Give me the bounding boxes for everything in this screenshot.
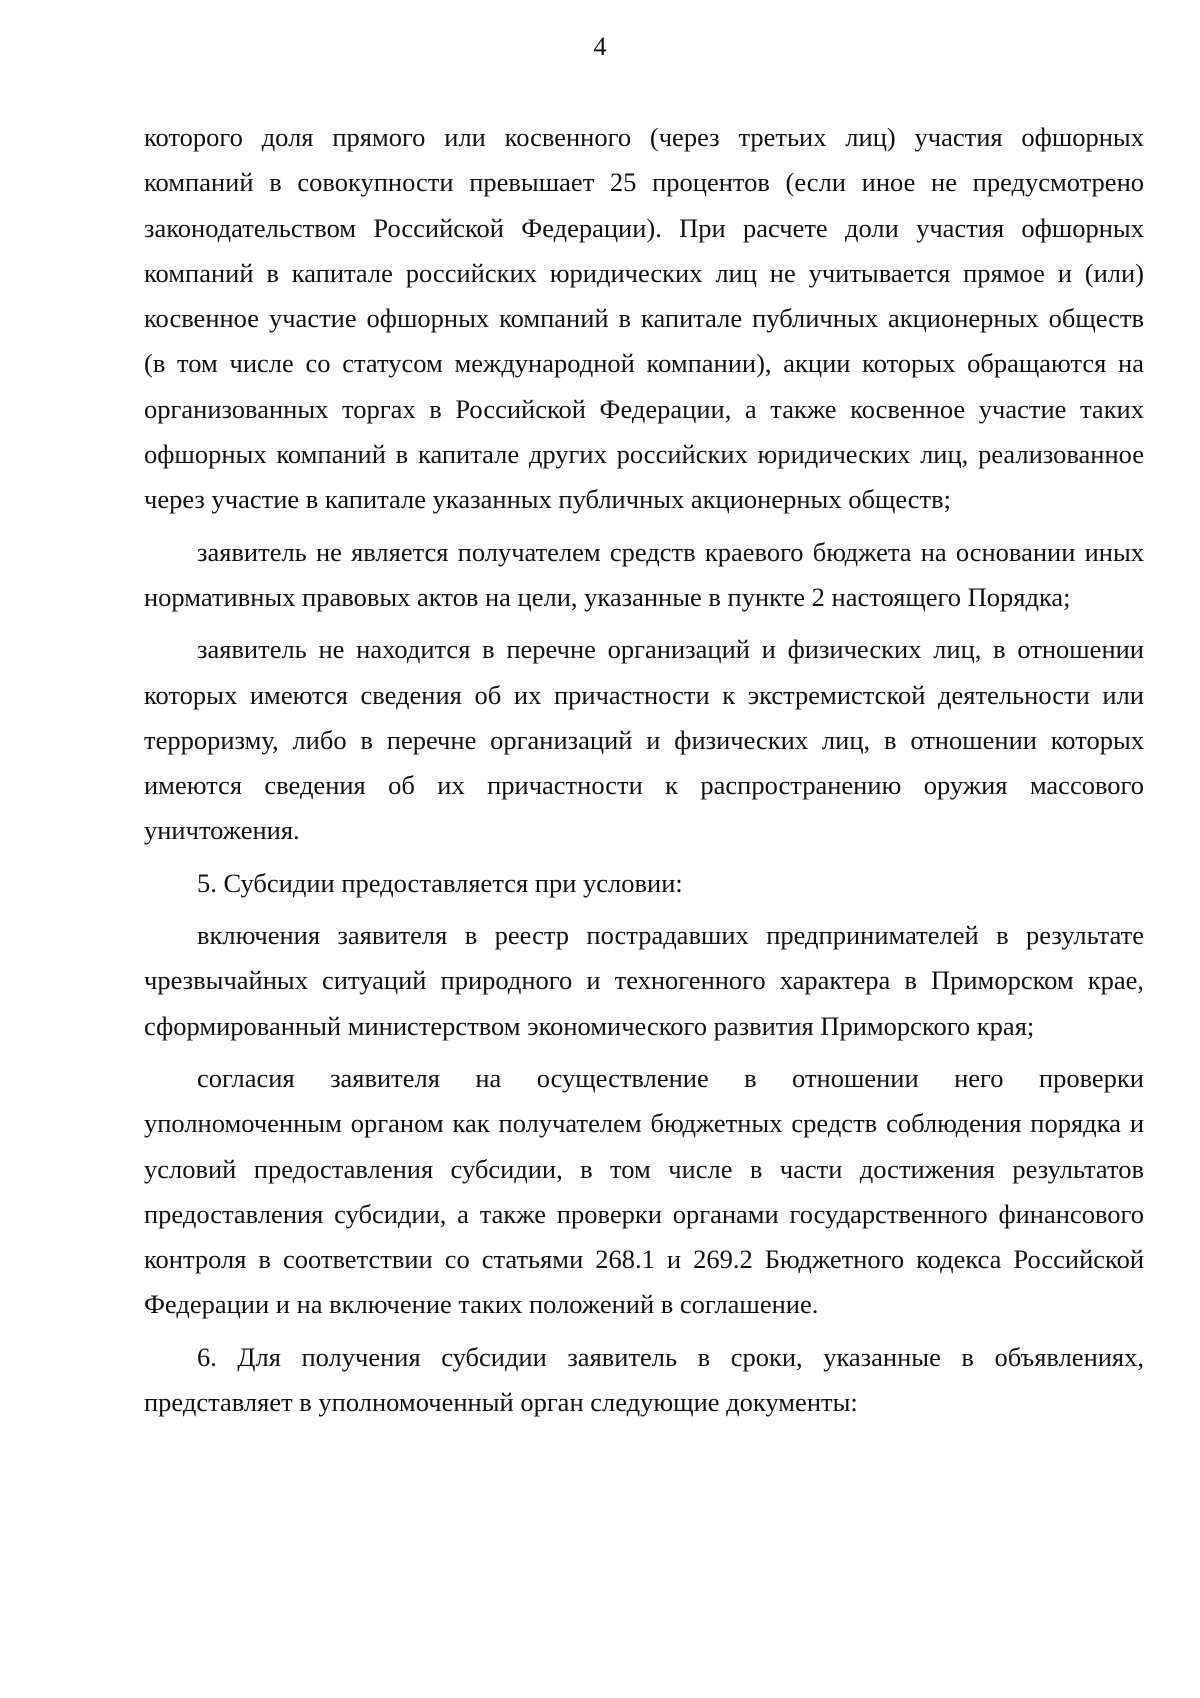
paragraph-section-5-heading: 5. Субсидии предоставляется при условии: bbox=[197, 867, 683, 898]
paragraph-inspection-consent: согласия заявителя на осуществление в отношении него проверки уполномоченным органом как получателем бюджетных средств соблюдения порядка и условий предоставления субсидии, в том числе в части достижения результатов предоставления субсидии, а также проверки органами государственного финансового контроля в соответствии со статьями 268.1 и 269.2 Бюджетного кодекса Российской Федерации и на включение таких положений в соглашение. bbox=[144, 1062, 1144, 1320]
paragraph-not-budget-recipient: заявитель не является получателем средств краевого бюджета на основании иных нормативных правовых актов на цели, указанные в пункте 2 настоящего Порядка; bbox=[144, 536, 1144, 612]
paragraph-offshore-participation: которого доля прямого или косвенного (через третьих лиц) участия офшорных компаний в совокупности превышает 25 процентов (если иное не предусмотрено законодательством Российской Федерации). При расчете доли участия офшорных компаний в капитале российских юридических лиц не учитывается прямое и (или) косвенное участие офшорных компаний в капитале публичных акционерных обществ (в том числе со статусом международной компании), акции которых обращаются на организованных торгах в Российской Федерации, а также косвенное участие таких офшорных компаний в капитале других российских юридических лиц, реализованное через участие в капитале указанных публичных акционерных обществ; bbox=[144, 122, 1144, 515]
paragraph-registry-inclusion: включения заявителя в реестр пострадавших предпринимателей в результате чрезвычайных ситуаций природного и техногенного характера в Приморском крае, сформированный министерством экономического развития Приморского края; bbox=[144, 920, 1144, 1041]
paragraph-section-6-documents: 6. Для получения субсидии заявитель в сроки, указанные в объявлениях, представляет в уполномоченный орган следующие документы: bbox=[144, 1341, 1144, 1418]
document-body bbox=[144, 115, 1144, 1425]
paragraph-not-in-extremist-list: заявитель не находится в перечне организаций и физических лиц, в отношении которых имеются сведения об их причастности к экстремистской деятельности или терроризму, либо в перечне организаций и физических лиц, в отношении которых имеются сведения об их причастности к распространению оружия массового уничтожения. bbox=[144, 634, 1144, 846]
page-number: 4 bbox=[593, 32, 607, 61]
